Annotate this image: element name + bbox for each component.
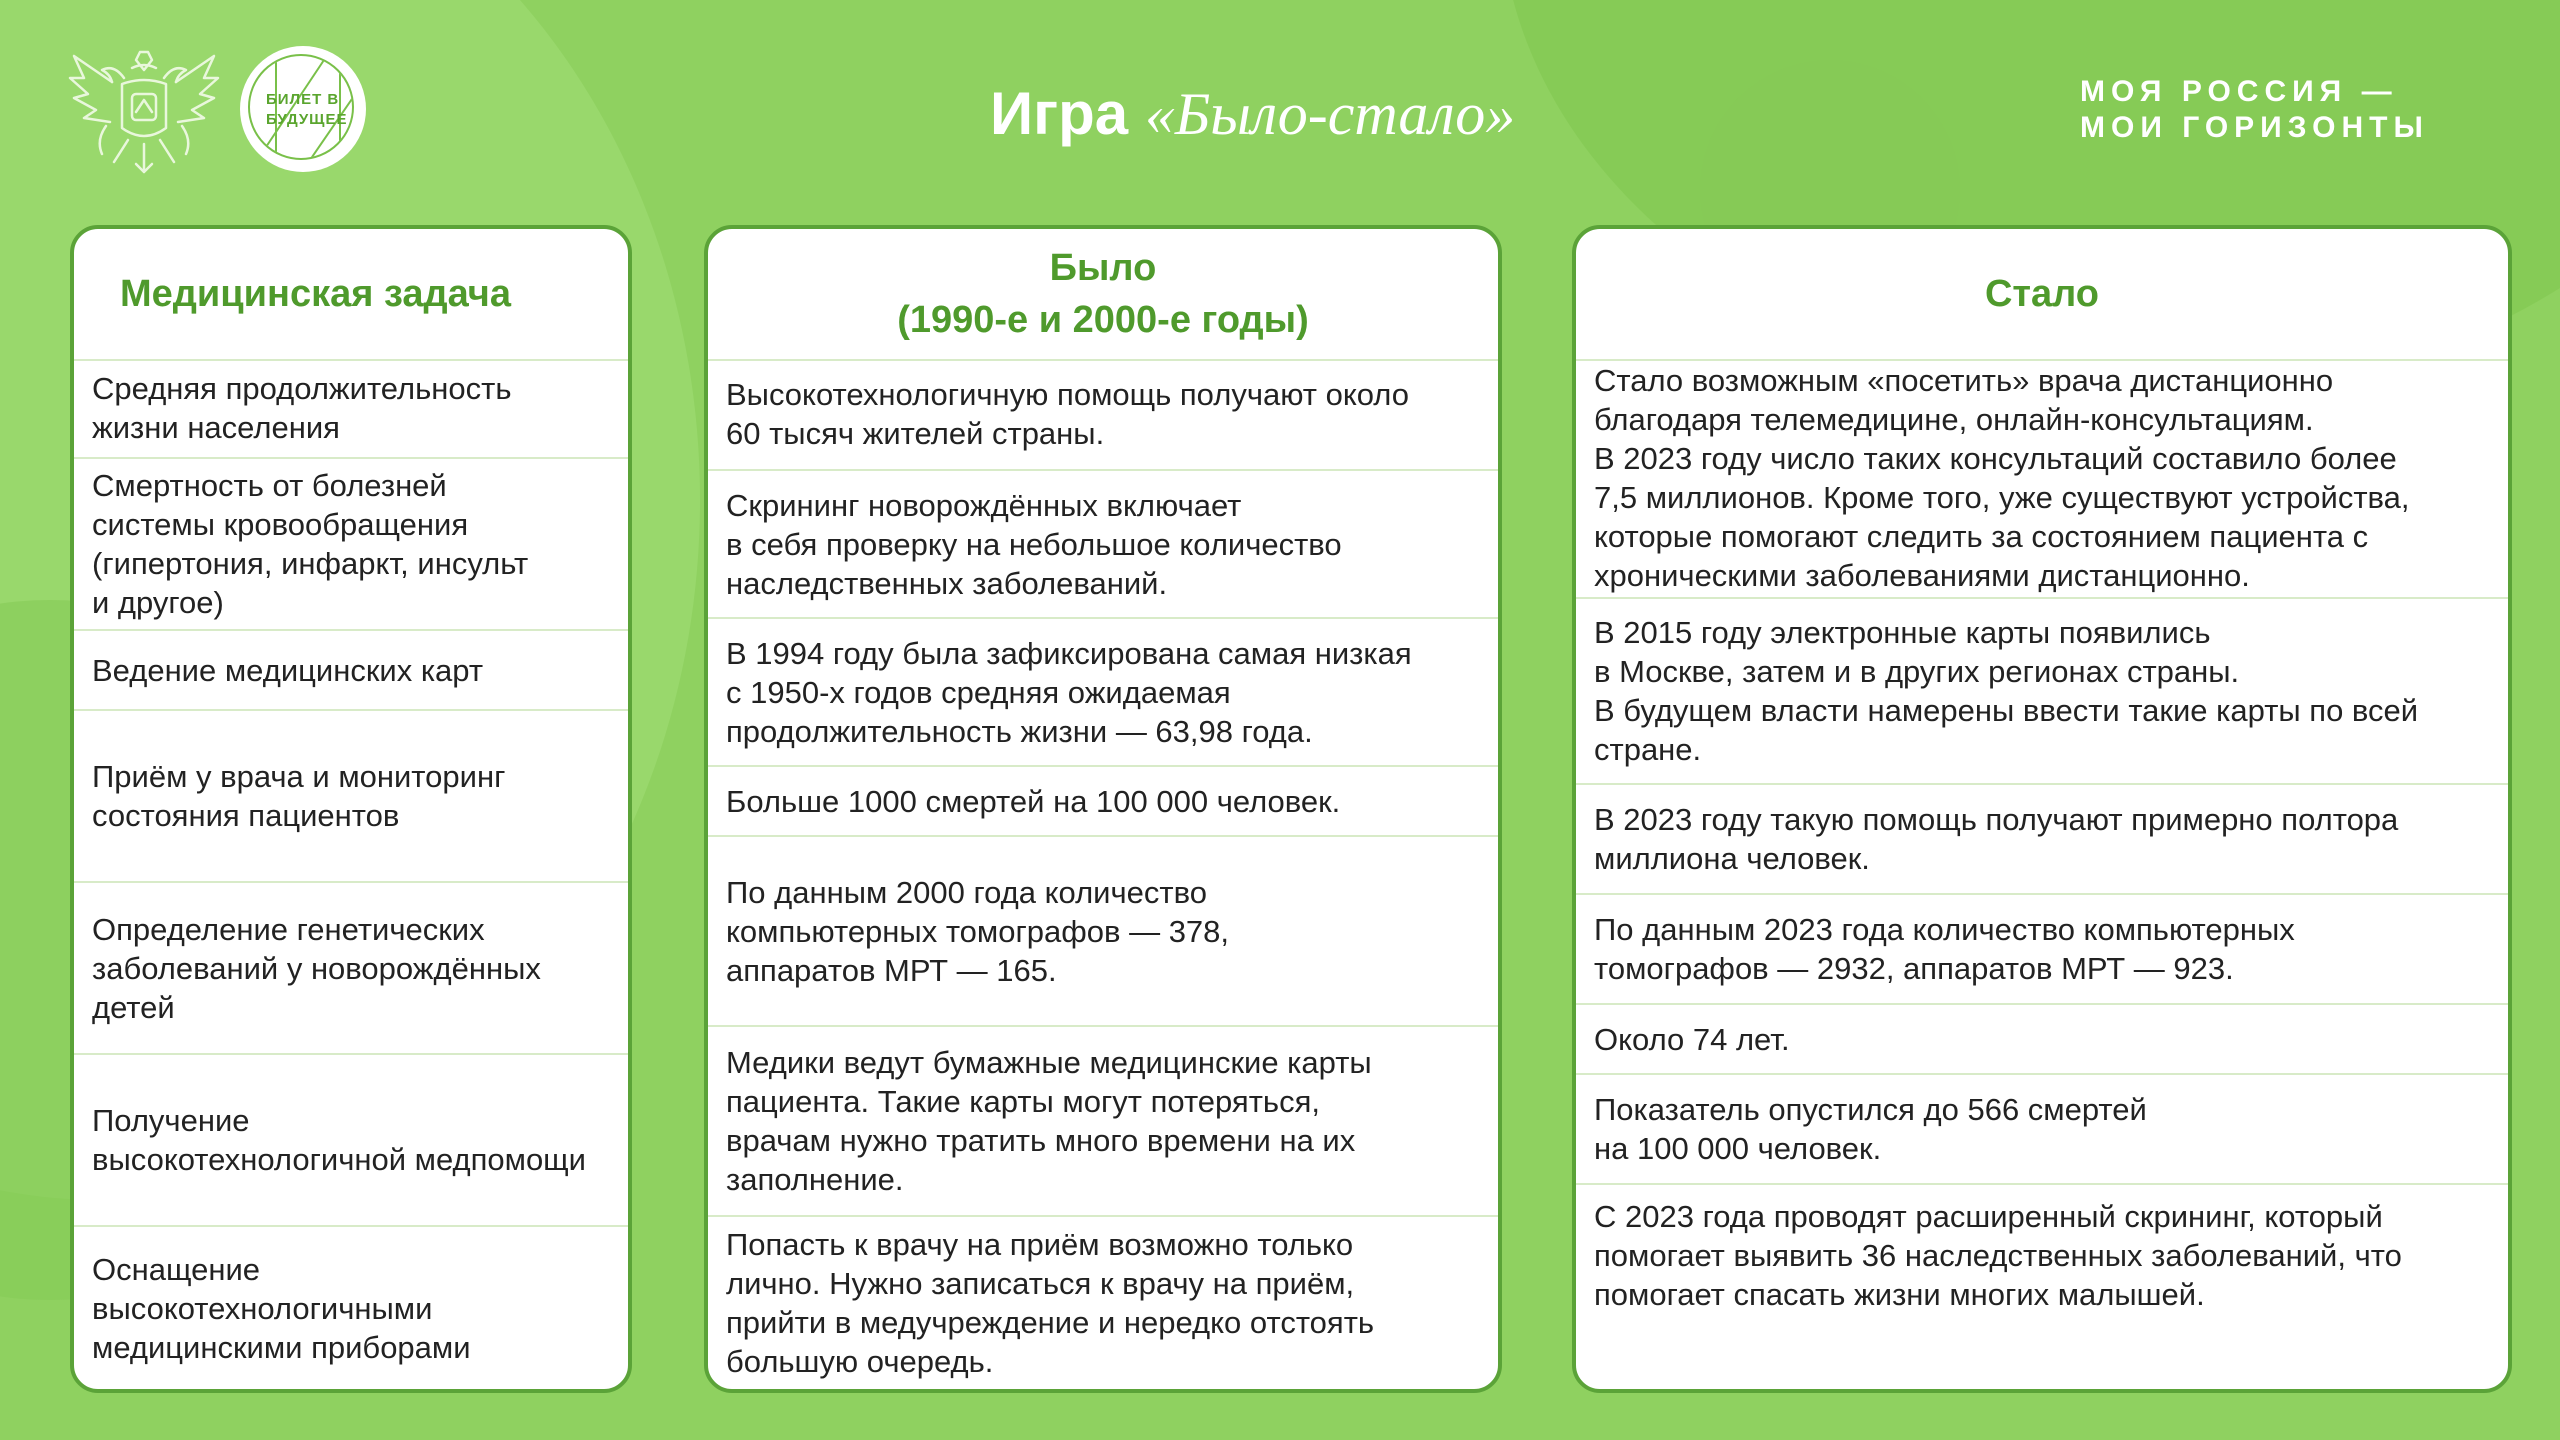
cell-text: Попасть к врачу на приём возможно только лично. Нужно записаться к врачу на приём, прийти в медучреждение и нередко отстоять большую очередь. [726, 1227, 1375, 1379]
table-row [1576, 359, 2508, 599]
table-row [708, 1027, 1498, 1217]
cell-text: Стало возможным «посетить» врача дистанционно благодаря телемедицине, онлайн-консультациям. В 2023 году число таких консультаций составило более 7,5 миллионов. Кроме того, уже существуют устройства, которые помогают следить за состоянием пациента с хроническими заболеваниями дистанционно. [1594, 363, 2410, 593]
table-row [74, 883, 628, 1055]
logo-text: БИЛЕТ В [266, 91, 340, 108]
page-title [990, 74, 1515, 154]
slogan-line: МОИ ГОРИЗОНТЫ [2080, 111, 2429, 144]
cell-text: Показатель опустился до 566 смертей на 100 000 человек. [1594, 1092, 2147, 1166]
ticket-to-future-logo [240, 46, 366, 172]
cell-text: По данным 2023 года количество компьютерных томографов — 2932, аппаратов МРТ — 923. [1594, 912, 2295, 986]
column-header: Медицинская задача [74, 229, 628, 361]
slogan-line: МОЯ РОССИЯ — [2080, 75, 2398, 108]
column-header: Стало [1576, 229, 2508, 361]
column-header [708, 229, 1498, 361]
cell-text: Около 74 лет. [1594, 1021, 1790, 1057]
cell-text: Получение высокотехнологичной медпомощи [92, 1103, 587, 1177]
cell-text: В 2015 году электронные карты появились в Москве, затем и в других регионах страны. В будущем власти намерены ввести такие карты по всей стране. [1594, 615, 2419, 767]
table-row [708, 1217, 1498, 1389]
table-row [74, 711, 628, 883]
task-column [70, 225, 632, 1393]
table-row [708, 359, 1498, 471]
logo-text: БУДУЩЕЕ [266, 111, 348, 128]
table-row [1576, 1185, 2508, 1389]
title-italic-text: «Было-стало» [1144, 81, 1516, 147]
table-row [74, 631, 628, 711]
cell-text: В 2023 году такую помощь получают примерно полтора миллиона человек. [1594, 802, 2399, 876]
table-row [708, 471, 1498, 619]
table-row [1576, 599, 2508, 785]
title-text: Игра [990, 80, 1145, 147]
table-row [708, 619, 1498, 767]
table-row [1576, 1075, 2508, 1185]
before-column [704, 225, 1502, 1393]
table-row [74, 359, 628, 459]
cell-text: Высокотехнологичную помощь получают около 60 тысяч жителей страны. [726, 377, 1409, 451]
table-row [1576, 1005, 2508, 1075]
column-header-subtitle: (1990-е и 2000-е годы) [897, 299, 1309, 341]
table-row [74, 1055, 628, 1227]
column-header-title: Было [1049, 247, 1157, 289]
cell-text: Ведение медицинских карт [92, 652, 484, 688]
cell-text: Определение генетических заболеваний у новорождённых детей [92, 911, 541, 1025]
cell-text: Медики ведут бумажные медицинские карты пациента. Такие карты могут потеряться, врачам нужно тратить много времени на их заполнение. [726, 1045, 1372, 1197]
header [0, 0, 2560, 220]
cell-text: По данным 2000 года количество компьютерных томографов — 378, аппаратов МРТ — 165. [726, 874, 1230, 988]
table-row [74, 459, 628, 631]
table-row [74, 1227, 628, 1389]
cell-text: В 1994 году была зафиксирована самая низкая с 1950-х годов средняя ожидаемая продолжительность жизни — 63,98 года. [726, 635, 1412, 749]
cell-text: Больше 1000 смертей на 100 000 человек. [726, 783, 1341, 819]
cell-text: Скрининг новорождённых включает в себя проверку на небольшое количество наследственных заболеваний. [726, 487, 1342, 601]
table-row [1576, 895, 2508, 1005]
table-row [1576, 785, 2508, 895]
after-column [1572, 225, 2512, 1393]
double-headed-eagle-icon [66, 48, 222, 180]
cell-text: Средняя продолжительность жизни населения [92, 371, 512, 445]
cell-text: С 2023 года проводят расширенный скрининг, который помогает выявить 36 наследственных заболеваний, что помогает спасать жизни многих малышей. [1594, 1199, 2402, 1312]
logo-lines-icon [250, 56, 354, 160]
cell-text: Приём у врача и мониторинг состояния пациентов [92, 759, 506, 833]
cell-text: Оснащение высокотехнологичными медицинскими приборами [92, 1251, 471, 1365]
table-row [708, 767, 1498, 837]
table-row [708, 837, 1498, 1027]
slogan [2080, 74, 2429, 146]
cell-text: Смертность от болезней системы кровообращения (гипертония, инфаркт, инсульт и другое) [92, 468, 529, 620]
